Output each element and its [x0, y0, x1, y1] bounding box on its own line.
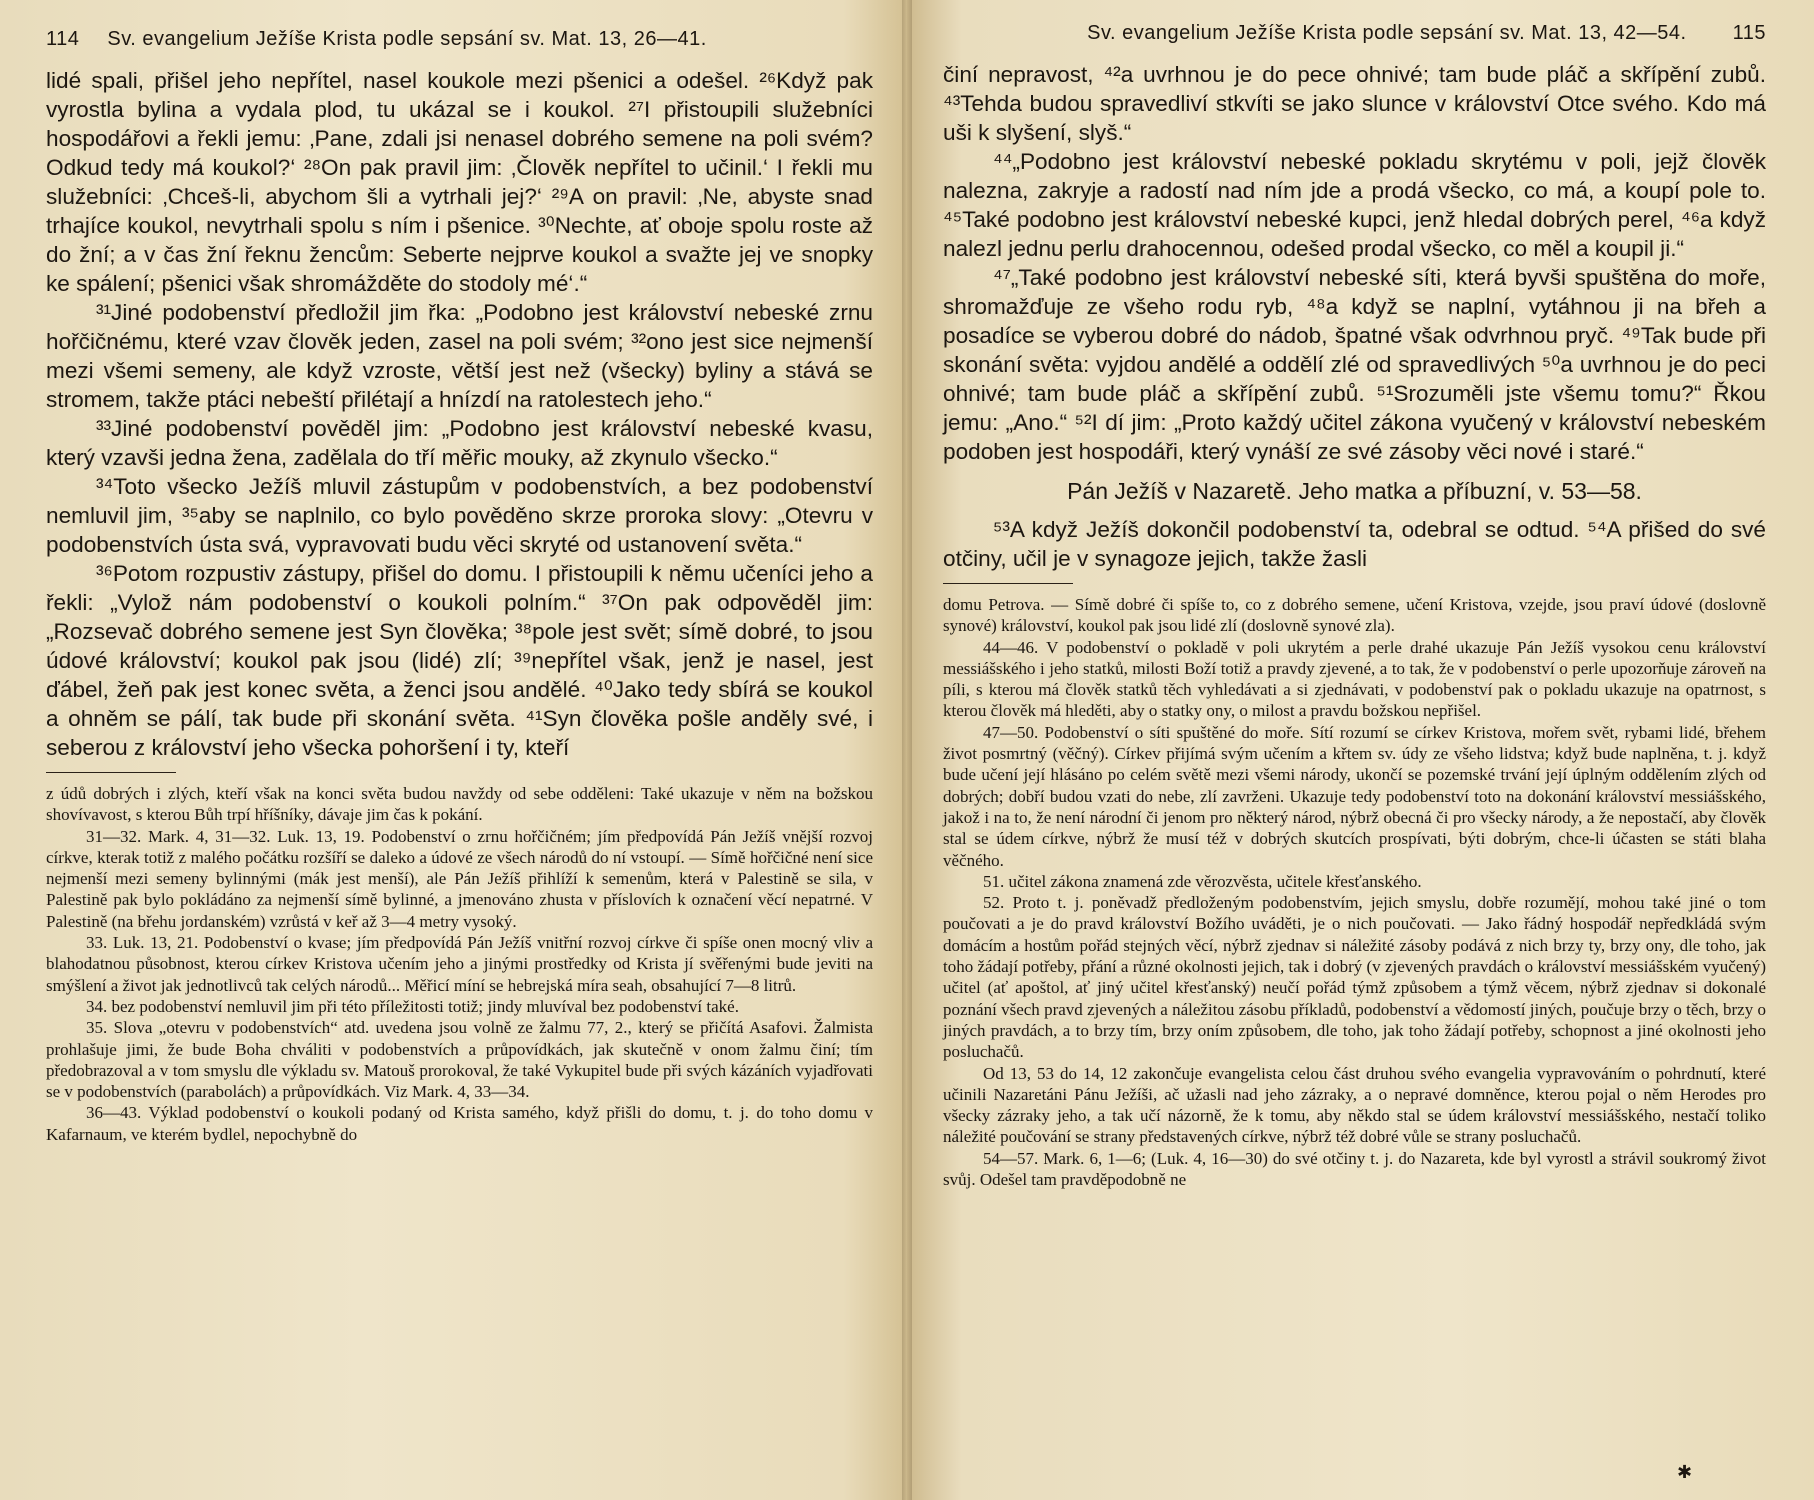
- commentary-paragraph: 54—57. Mark. 6, 1—6; (Luk. 4, 16—30) do své otčiny t. j. do Nazareta, kde byl vyrostl a strávil soukromý život svůj. Odešel tam pravděpodobně ne: [943, 1148, 1766, 1190]
- verse-paragraph: ³⁶Potom rozpustiv zástupy, přišel do domu. I přistoupili k němu učeníci jeho a řekli: „Vylož nám podobenství o koukoli polním.“ ³⁷On pak odpověděl jim: „Rozsevač dobrého semene jest Syn člověka; ³⁸pole jest svět; símě dobré, to jsou údové království; koukol pak jsou (lidé) zlí; ³⁹nepřítel však, jenž je nasel, jest ďábel, žeň pak jest konec světa, a ženci jsou andělé. ⁴⁰Jako tedy sbírá se koukol a ohněm se pálí, tak bude při skonání světa. ⁴¹Syn člověka pošle anděly své, i seberou z království jeho všecka pohoršení i ty, kteří: [46, 561, 873, 760]
- right-page: [907, 0, 1814, 1500]
- running-head: Sv. evangelium Ježíše Krista podle sepsání sv. Mat. 13, 42—54.: [1087, 22, 1687, 44]
- page-number: 115: [1732, 22, 1766, 44]
- right-commentary: [943, 594, 1766, 1190]
- footnote-divider: [46, 772, 176, 773]
- verse-paragraph: ⁴⁷„Také podobno jest království nebeské síti, která byvši spuštěna do moře, shromažďuje ze všeho rodu ryb, ⁴⁸a když se naplní, vytáhnou ji na břeh a posadíce se vyberou dobré do nádob, špatné však odvrhnou pryč. ⁴⁹Tak bude při skonání světa: vyjdou andělé a oddělí zlé od spravedlivých ⁵⁰a uvrhnou je do peci ohnivé; tam bude pláč a skřípění zubů. ⁵¹Srozuměli jste všemu tomu?“ Řkou jemu: „Ano.“ ⁵²I dí jim: „Proto každý učitel zákona vyučený v království nebeském podoben jest hospodáři, který vynáší ze své zásoby věci nové i staré.“: [943, 265, 1766, 464]
- footnote-divider: [943, 583, 1073, 584]
- commentary-paragraph: Od 13, 53 do 14, 12 zakončuje evangelista celou část druhou svého evangelia vypravováním o pohrdnutí, které učinili Nazaretáni Pánu Ježíši, ač užasli nad jeho zázraky, a o nepravé domněnce, kterou pojal o něm Herodes pro všecky zázraky jeho, a tak učí názorně, že k tomu, aby někdo stal se údem království messiášského, nestačí toliko náležité poučování se strany představených církve, nýbrž též dobré vůle se strany posluchačů.: [943, 1063, 1766, 1147]
- verse-paragraph: ³¹Jiné podobenství předložil jim řka: „Podobno jest království nebeské zrnu hořčičnému, které vzav člověk jeden, zasel na poli svém; ³²ono jest sice nejmenší mezi všemi semeny, ale když vzroste, větší jest než (všecky) byliny a stává se stromem, takže ptáci nebeští přilétají a hnízdí na ratolestech jeho.“: [46, 300, 873, 412]
- right-main-text: [943, 60, 1766, 466]
- page-number: 114: [46, 28, 80, 50]
- commentary-paragraph: 36—43. Výklad podobenství o koukoli podaný od Krista samého, když přišli do domu, t. j. do toho domu v Kafarnaum, ve kterém bydlel, nepochybně do: [46, 1103, 873, 1144]
- section-heading: Pán Ježíš v Nazaretě. Jeho matka a příbuzní, v. 53—58.: [1067, 478, 1642, 504]
- left-running-header: [46, 28, 873, 60]
- commentary-paragraph: 35. Slova „otevru v podobenstvích“ atd. uvedena jsou volně ze žalmu 77, 2., který se přičítá Asafovi. Žalmista prohlašuje jimi, že bude Boha chváliti v podobenstvích a průpovídkách, jak skutečně v onom žalmu činí; tím předobrazoval a v tom smyslu dle výkladu sv. Matouš prorokoval, že také Vykupitel bude při svých kázáních vyjadřovati se v podobenstvích (parabolách) a průpovídkách. Viz Mark. 4, 33—34.: [46, 1018, 873, 1102]
- verse-paragraph: ⁴⁴„Podobno jest království nebeské pokladu skrytému v poli, jejž člověk nalezna, zakryje a radostí nad ním jde a prodá všecko, co má, a koupí pole to. ⁴⁵Také podobno jest království nebeské kupci, jenž hledal dobrých perel, ⁴⁶a když nalezl jednu perlu drahocennou, odešed prodal všecko, co měl a koupil ji.“: [943, 149, 1766, 261]
- verse-paragraph: ⁵³A když Ježíš dokončil podobenství ta, odebral se odtud. ⁵⁴A přišed do své otčiny, učil je v synagoze jejich, takže žasli: [943, 517, 1766, 571]
- footer-mark: ✱: [1677, 1462, 1693, 1482]
- commentary-paragraph: domu Petrova. — Símě dobré či spíše to, co z dobrého semene, učení Kristova, vzejde, jsou praví údové (doslovně synové) království, koukol pak jsou lidé zlí (doslovně synové zla).: [943, 595, 1766, 636]
- commentary-paragraph: 33. Luk. 13, 21. Podobenství o kvase; jím předpovídá Pán Ježíš vnitřní rozvoj církve či spíše onen mocný vliv a blahodatnou působnost, kterou církev Kristova učením jeho a jinými prostředky od Krista jí svěřenými bude jeviti na smýšlení a život jak jednotlivců tak celých národů... Měřicí míní se hebrejská míra seah, obsahující 7—8 litrů.: [46, 933, 873, 995]
- left-main-text: [46, 66, 873, 762]
- verse-paragraph: činí nepravost, ⁴²a uvrhnou je do pece ohnivé; tam bude pláč a skřípění zubů. ⁴³Tehda budou spravedliví stkvíti se jako slunce v království Otce svého. Kdo má uši k slyšení, slyš.“: [943, 62, 1766, 145]
- verse-paragraph: lidé spali, přišel jeho nepřítel, nasel koukole mezi pšenici a odešel. ²⁶Když pak vyrostla bylina a vydala plod, tu ukázal se i koukol. ²⁷I přistoupili služebníci hospodářovi a řekli jemu: ‚Pane, zdali jsi nenasel dobrého semene na poli svém? Odkud tedy má koukol?‘ ²⁸On pak pravil jim: ‚Člověk nepřítel to učinil.‘ I řekli mu služebníci: ‚Chceš-li, abychom šli a vytrhali jej?‘ ²⁹A on pravil: ‚Ne, abyste snad trhajíce koukol, nevytrhali spolu s ním i pšenice. ³⁰Nechte, ať oboje spolu roste až do žní; a v čas žní řeknu žencům: Seberte nejprve koukol a svažte jej ve snopky ke spálení; pšenici však shromážděte do stodoly mé‘.“: [46, 68, 873, 296]
- left-commentary: [46, 783, 873, 1145]
- book-gutter: [902, 0, 912, 1500]
- commentary-paragraph: 44—46. V podobenství o pokladě v poli ukrytém a perle drahé ukazuje Pán Ježíš vysokou cenu království messiášského i jeho statků, milosti Boží totiž a pravdy zjevené, a to tak, že v podobenství o perle upozorňuje zároveň na píli, s kterou má člověk statků těch vyhledávati a si zjednávati, v podobenství pak o pokladu ukazuje na opatrnost, s kterou člověk má hleděti, aby o statky ony, o milost a pravdu božskou nepřišel.: [943, 637, 1766, 721]
- verse-paragraph: ³³Jiné podobenství pověděl jim: „Podobno jest království nebeské kvasu, který vzavši jedna žena, zadělala do tří měřic mouky, až zkynulo všecko.“: [46, 416, 873, 470]
- right-running-header: [943, 22, 1766, 54]
- commentary-paragraph: z údů dobrých i zlých, kteří však na konci světa budou navždy od sebe odděleni: Také ukazuje v něm na božskou shovívavost, s kterou Bůh trpí hříšníky, dávaje jim čas k pokání.: [46, 784, 873, 825]
- right-main-text-continued: [943, 515, 1766, 573]
- commentary-paragraph: 34. bez podobenství nemluvil jim při této příležitosti totiž; jindy mluvíval bez podobenství také.: [86, 996, 739, 1016]
- verse-paragraph: ³⁴Toto všecko Ježíš mluvil zástupům v podobenstvích, a bez podobenství nemluvil jim, ³⁵aby se naplnilo, co bylo pověděno skrze proroka slovy: „Otevru v podobenstvích ústa svá, vypravovati budu věci skryté od ustanovení světa.“: [46, 474, 873, 557]
- commentary-paragraph: 51. učitel zákona znamená zde věrozvěsta, učitele křesťanského.: [983, 871, 1422, 891]
- commentary-paragraph: 47—50. Podobenství o síti spuštěné do moře. Sítí rozumí se církev Kristova, mořem svět, rybami lidé, břehem život posmrtný (věčný). Církev přijímá svým učením a křtem sv. údy ze všeho lidstva; když bude naplněna, t. j. když bude učení její hlásáno po celém světě mezi všemi národy, ukončí se pozemské trvání její úplným oddělením zlých od dobrých; dobří budou vzati do nebe, zlí zavrženi. Ukazuje tedy podobenství toto na dokonání království messiášského, jakož i na to, že není národní či jenom pro některý národ, nýbrž obecná či pro všecky národy, a že nepostačí, aby člověk stal se údem církve, nýbrž že musí též v dobrých skutcích prospívati, býti dobrým, chce-li účasten se státi blaha věčného.: [943, 722, 1766, 870]
- running-head: Sv. evangelium Ježíše Krista podle sepsání sv. Mat. 13, 26—41.: [107, 28, 707, 50]
- commentary-paragraph: 52. Proto t. j. poněvadž předloženým podobenstvím, jejich smyslu, dobře rozumějí, mohou také jiné o tom poučovati a je do pravd království Božího uváděti, je o nich poučovati. — Jako řádný hospodář nepředkládá svým domácím a hostům pořád stejných věcí, nýbrž zjednav si náležité zásoby podává z nich brzy ty, brzy ony, dle toho, jak toho žádají potřeby, přání a různé okolnosti jejich, tak i dobrý (v zjevených pravdách o království messiášském vyučený) učitel (ať apoštol, ať jiný učitel křesťanský) neučí pořád týmž způsobem a týmž věcem, nýbrž zjednav si dokonalé poznání všech pravd zjevených a náležitou zásobu příkladů, podobenství a vědomostí jiných, poučuje brzy o těch, brzy o jiných pravdách, a to brzy tím, brzy oním způsobem, dle toho, jak toho žádají potřeby, schopnost a jiné okolnosti jeho posluchačů.: [943, 893, 1766, 1062]
- commentary-paragraph: 31—32. Mark. 4, 31—32. Luk. 13, 19. Podobenství o zrnu hořčičném; jím předpovídá Pán Ježíš vnější rozvoj církve, kterak totiž z malého počátku rozšíří se daleko a údové ze všech národů do ní vstoupí. — Símě hořčičné není sice nejmenší mezi semeny bylinnými (mák jest menší), ale Pán Ježíš přihlíží k semenům, která v Palestině se sila, v Palestině pak bylo pokládáno za nejmenší símě bylinné, a jmenováno zhusta v příslovích k označení věcí nepatrné. V Palestině (na břehu jordanském) vzrůstá v keř až 3—4 metry vysoký.: [46, 826, 873, 931]
